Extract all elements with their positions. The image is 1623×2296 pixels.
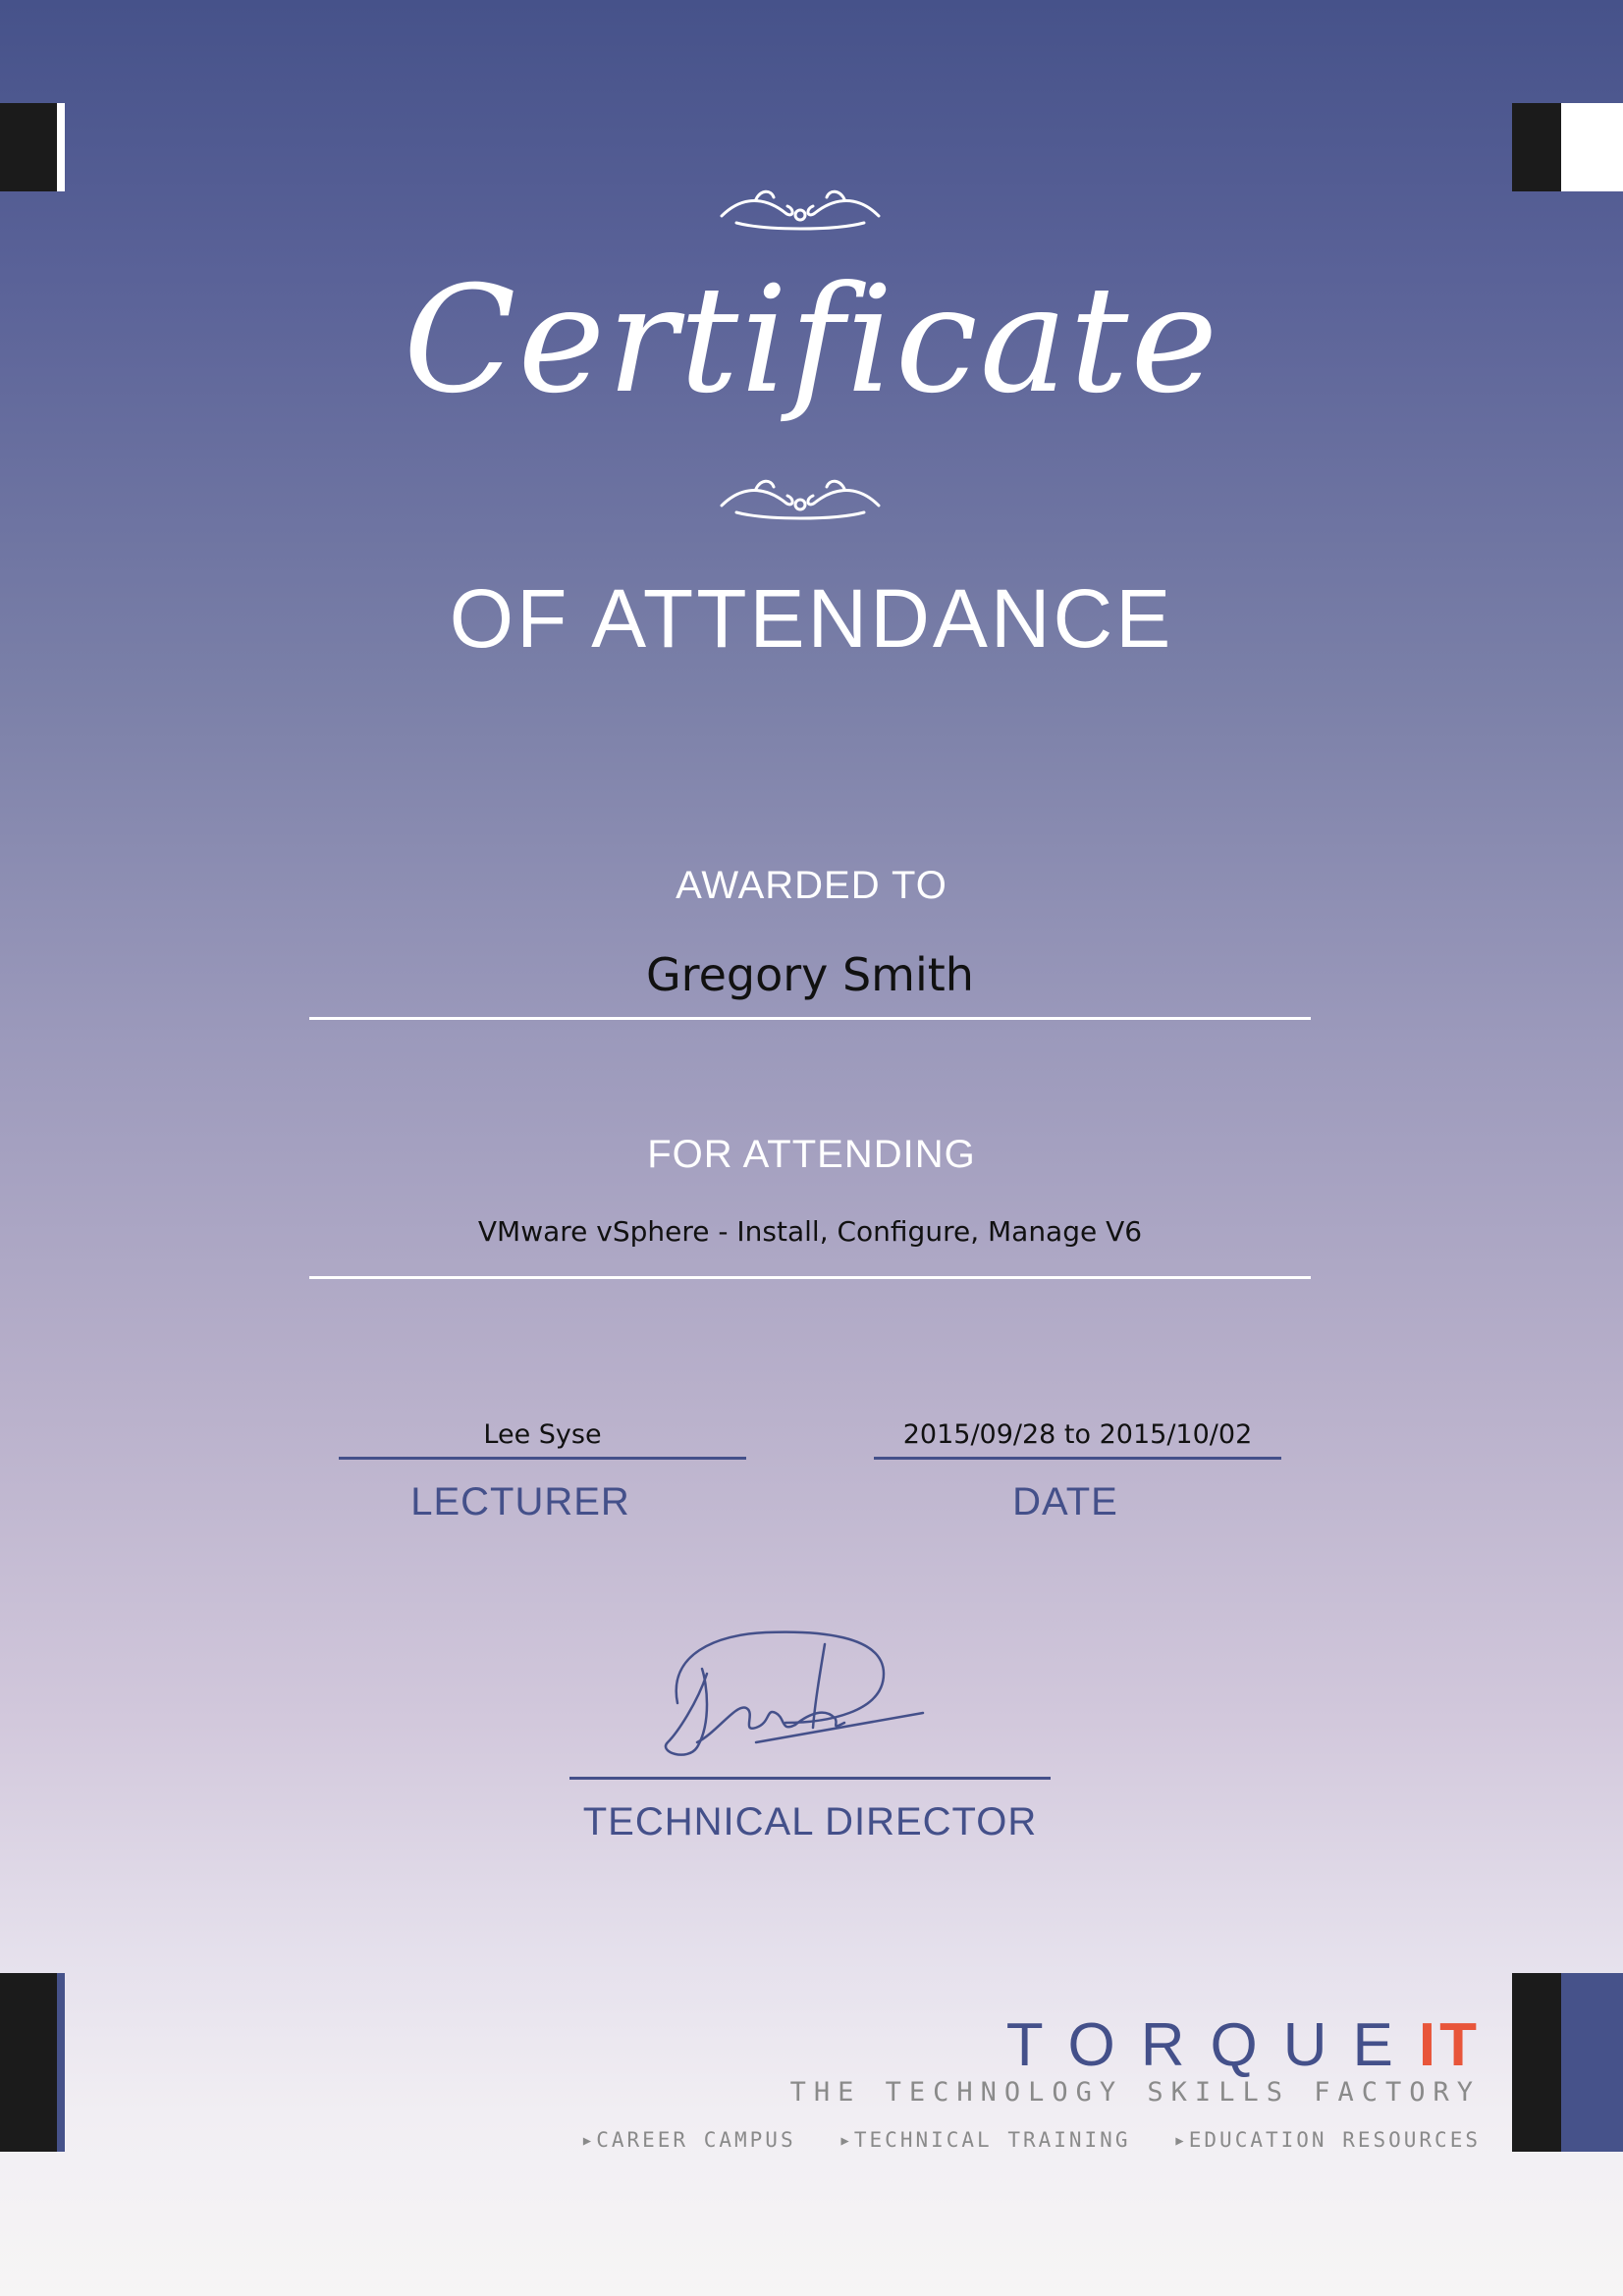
awarded-to-label: AWARDED TO [676,864,947,907]
date-line [874,1457,1281,1460]
lecturer-label: LECTURER [410,1480,630,1523]
certificate-subtitle: OF ATTENDANCE [449,572,1174,665]
course-name: VMware vSphere - Install, Configure, Manage V6 [477,1215,1143,1248]
link-career-campus: ▸CAREER CAMPUS [580,2128,796,2152]
torque-it-logo [1006,2010,1481,2080]
logo-tagline: THE TECHNOLOGY SKILLS FACTORY [789,2077,1481,2108]
corner-mark-top-right [1512,103,1623,191]
lecturer-name: Lee Syse [483,1419,602,1450]
recipient-name: Gregory Smith [646,948,974,1001]
lecturer-line [339,1457,746,1460]
corner-mark-bottom-left [0,1973,69,2152]
logo-brand-accent: IT [1418,2011,1481,2079]
certificate-title: Certificate [403,255,1220,426]
corner-mark-top-left [0,103,69,191]
ornament-top-icon [717,182,884,240]
date-value: 2015/09/28 to 2015/10/02 [902,1419,1253,1450]
link-technical-training: ▸TECHNICAL TRAINING [839,2128,1131,2152]
director-signature-icon [638,1615,933,1791]
for-attending-label: FOR ATTENDING [647,1133,976,1176]
logo-links [554,2128,1481,2152]
course-divider [309,1276,1311,1279]
logo-brand-text: TORQUE [1005,2011,1419,2079]
director-line [569,1777,1051,1780]
director-label: TECHNICAL DIRECTOR [582,1800,1038,1843]
recipient-divider [309,1017,1311,1020]
date-label: DATE [1012,1480,1118,1523]
link-education-resources: ▸EDUCATION RESOURCES [1173,2128,1481,2152]
corner-mark-bottom-right [1512,1973,1623,2152]
ornament-bottom-icon [717,471,884,530]
